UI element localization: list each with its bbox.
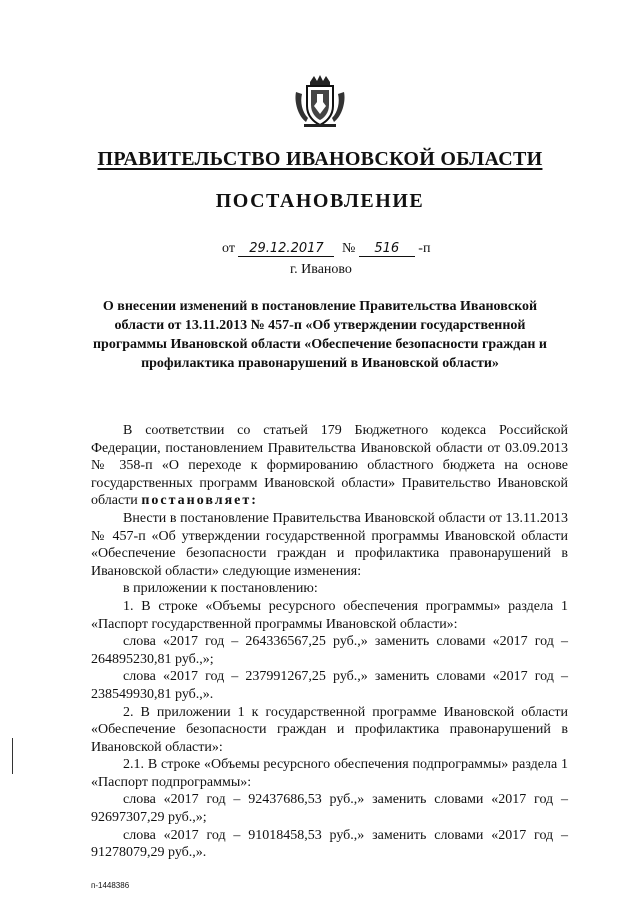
body-paragraph: слова «2017 год – 237991267,25 руб.,» заменить словами «2017 год – 238549930,81 руб.,». <box>91 669 568 702</box>
document-date: 29.12.2017 <box>238 242 334 257</box>
footer-code: п-1448386 <box>91 881 130 890</box>
date-number-line <box>222 241 430 257</box>
margin-mark <box>12 738 13 774</box>
document-body <box>91 422 568 862</box>
document-type: ПОСТАНОВЛЕНИЕ <box>215 190 425 212</box>
body-paragraph: слова «2017 год – 264336567,25 руб.,» заменить словами «2017 год – 264895230,81 руб.,»; <box>91 634 568 667</box>
preamble-paragraph <box>91 422 568 510</box>
decree-word: постановляет: <box>141 493 258 509</box>
body-paragraph: Внести в постановление Правительства Ивановской области от 13.11.2013 № 457-п «Об утверждении государственной программы Ивановской области «Обеспечение безопасности граждан и профилактика правонарушений в Ивановской области» следующие изменения: <box>91 510 568 579</box>
document-number: 516 <box>359 242 415 257</box>
government-name: ПРАВИТЕЛЬСТВО ИВАНОВСКОЙ ОБЛАСТИ <box>97 148 543 170</box>
city: г. Иваново <box>290 262 352 277</box>
preamble-text: В соответствии со статьей 179 Бюджетного кодекса Российской Федерации, постановлением Правительства Ивановской области от 03.09.2013 № 358-п «О переходе к формированию областного бюджета на основе государственных программ Ивановской области» Правительство Ивановской области <box>91 423 568 509</box>
body-paragraph: 2.1. В строке «Объемы ресурсного обеспечения подпрограммы» раздела 1 «Паспорт подпрограммы»: <box>91 757 568 790</box>
document-title: О внесении изменений в постановление Правительства Ивановской области от 13.11.2013 № 457-п «Об утверждении государственной программы Ивановской области «Обеспечение безопасности граждан и профилактика правонарушений в Ивановской области» <box>92 299 547 371</box>
date-label: от <box>222 241 235 256</box>
coat-of-arms-emblem <box>292 72 348 128</box>
body-paragraph: слова «2017 год – 92437686,53 руб.,» заменить словами «2017 год – 92697307,29 руб.,»; <box>91 792 568 826</box>
number-label: № <box>341 241 356 256</box>
number-suffix: -п <box>418 241 431 256</box>
body-paragraph: слова «2017 год – 91018458,53 руб.,» заменить словами «2017 год – 91278079,29 руб.,». <box>91 827 568 861</box>
body-paragraph: 1. В строке «Объемы ресурсного обеспечения программы» раздела 1 «Паспорт государственной программы Ивановской области»: <box>91 598 568 632</box>
body-paragraph: 2. В приложении 1 к государственной программе Ивановской области «Обеспечение безопасности граждан и профилактика правонарушений в Ивановской области»: <box>91 704 568 755</box>
body-paragraph: в приложении к постановлению: <box>123 581 318 597</box>
